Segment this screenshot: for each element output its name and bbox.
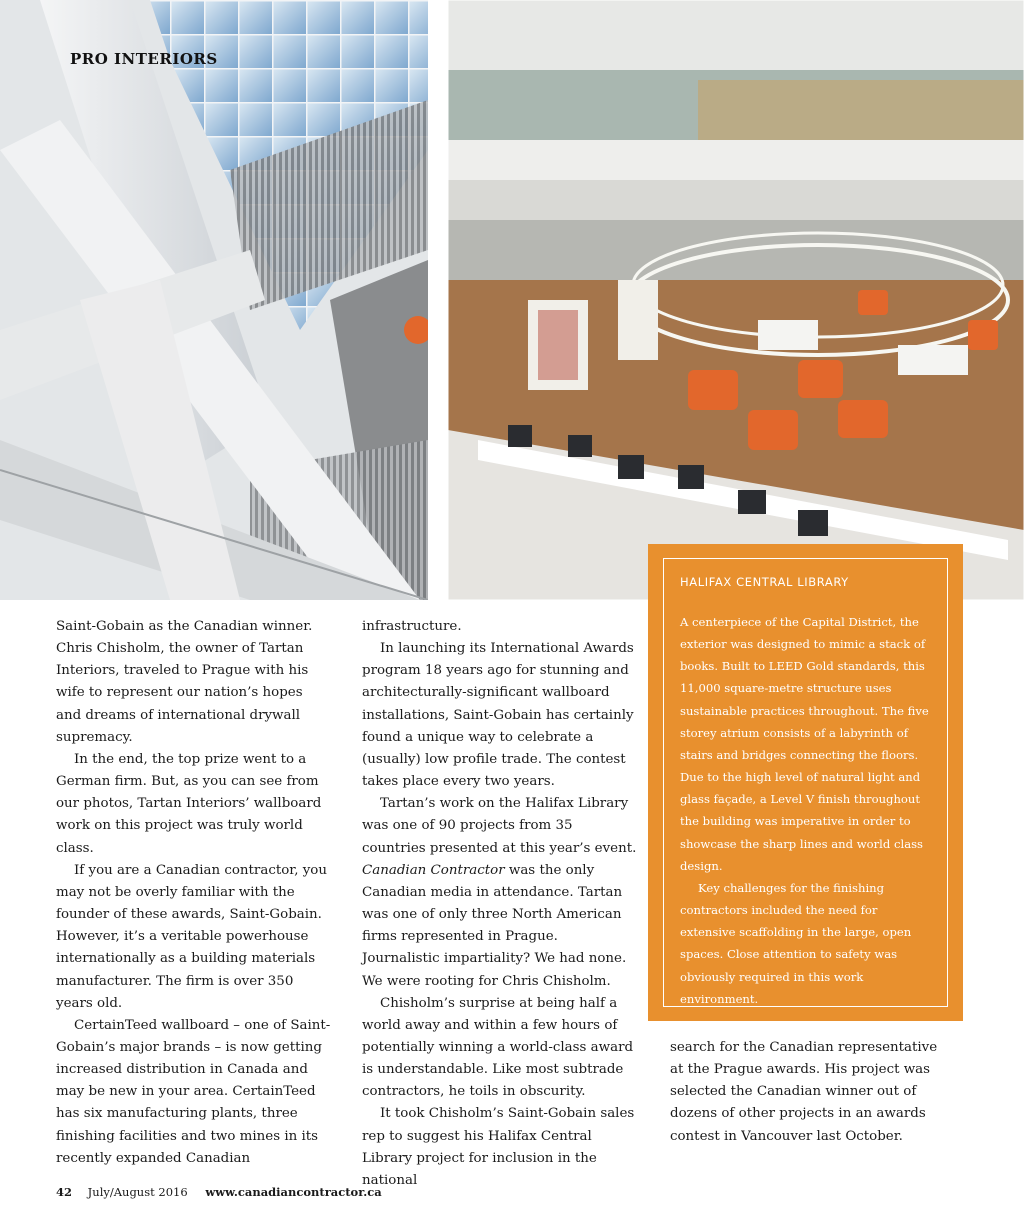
paragraph: infrastructure. xyxy=(362,619,462,634)
paragraph: CertainTeed wallboard – one of Saint-Gobain’s major brands – is now getting increased distribution in Canada and may be new in your area. CertainTeed has six manufacturing plants, three finishing facilities and two mines in its recently expanded Canadian xyxy=(56,1017,331,1166)
publication-name: Canadian Contractor xyxy=(362,862,505,878)
library-photo xyxy=(448,0,1024,600)
paragraph: Saint-Gobain as the Canadian winner. Chris Chisholm, the owner of Tartan Interiors, traveled to Prague with his wife to represent our nation’s hopes and dreams of international drywall supremacy. xyxy=(56,619,313,745)
website-url: www.canadiancontractor.ca xyxy=(205,1185,382,1199)
paragraph: search for the Canadian representative at the Prague awards. His project was selected the Canadian winner out of dozens of other projects in an awards contest in Vancouver last October. xyxy=(670,1040,938,1144)
atrium-illustration xyxy=(0,0,428,600)
section-label: PRO INTERIORS xyxy=(70,50,218,68)
paragraph: In the end, the top prize went to a German firm. But, as you can see from our photos, Tartan Interiors’ wallboard work on this project was truly world class. xyxy=(56,751,322,856)
paragraph: It took Chisholm’s Saint-Gobain sales rep to suggest his Halifax Central Library project for inclusion in the national xyxy=(362,1106,635,1188)
sidebar-box xyxy=(648,544,963,1021)
text-run: Tartan’s work on the Halifax Library was one of 90 projects from 35 countries presented at this year’s event. xyxy=(362,796,637,856)
page-footer xyxy=(56,1185,382,1199)
paragraph: In launching its International Awards program 18 years ago for stunning and architecturally-significant wallboard installations, Saint-Gobain has certainly found a unique way to celebrate a (usually) low profile trade. The contest takes place every two years. xyxy=(362,641,634,790)
text-run: was the only Canadian media in attendance. Tartan was one of only three North American firms represented in Prague. Journalistic impartiality? We had none. We were rooting for Chris Chisholm. xyxy=(362,862,627,989)
sidebar-paragraph: Key challenges for the finishing contractors included the need for extensive scaffolding in the large, open spaces. Close attention to safety was obviously required in this work environment. xyxy=(680,880,912,1006)
article-column-1 xyxy=(56,616,331,1170)
article-column-3 xyxy=(670,1037,945,1148)
paragraph: If you are a Canadian contractor, you may not be overly familiar with the founder of these awards, Saint-Gobain. However, it’s a veritable powerhouse internationally as a building materials manufacturer. The firm is over 350 years old. xyxy=(56,862,327,1011)
article-column-2 xyxy=(362,616,637,1192)
paragraph: Chisholm’s surprise at being half a world away and within a few hours of potentially winning a world-class award is understandable. Like most subtrade contractors, he toils in obscurity. xyxy=(362,995,634,1100)
issue-date: July/August 2016 xyxy=(87,1185,188,1199)
sidebar-paragraph: A centerpiece of the Capital District, the exterior was designed to mimic a stack of books. Built to LEED Gold standards, this 11,000 square-metre structure uses sustainable practices throughout. The five storey atrium consists of a labyrinth of stairs and bridges connecting the floors. Due to the high level of natural light and glass façade, a Level V finish throughout the building was imperative in order to showcase the sharp lines and world class design. xyxy=(680,615,929,873)
sidebar-title: HALIFAX CENTRAL LIBRARY xyxy=(680,575,849,589)
atrium-photo xyxy=(0,0,428,600)
paragraph xyxy=(362,793,637,992)
library-illustration xyxy=(448,0,1024,600)
sidebar-frame xyxy=(663,558,948,1007)
page-number: 42 xyxy=(56,1185,73,1199)
